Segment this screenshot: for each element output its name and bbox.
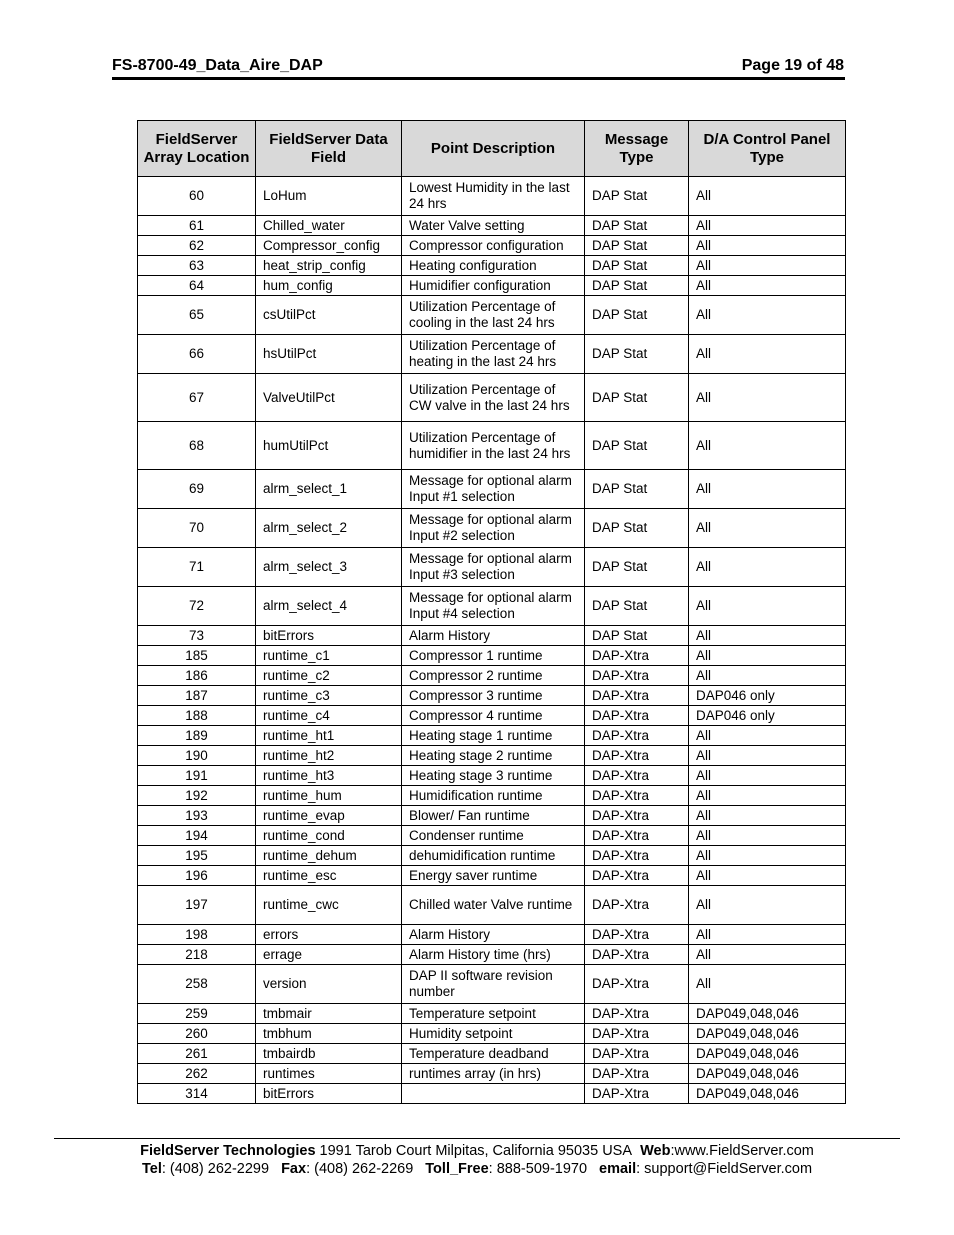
cell-data-field: alrm_select_1 <box>256 470 402 509</box>
cell-message-type: DAP Stat <box>585 422 689 470</box>
table-row <box>138 1004 846 1024</box>
cell-data-field: runtime_hum <box>256 786 402 806</box>
cell-point-description: Condenser runtime <box>402 826 585 846</box>
cell-array-location: 259 <box>138 1004 256 1024</box>
cell-array-location: 192 <box>138 786 256 806</box>
table-row <box>138 470 846 509</box>
cell-data-field: tmbairdb <box>256 1044 402 1064</box>
footer-line-1 <box>54 1142 900 1160</box>
table-row <box>138 646 846 666</box>
footer-tel-label: Tel <box>141 1161 162 1177</box>
cell-panel-type: All <box>689 256 846 276</box>
table-row <box>138 666 846 686</box>
table-row <box>138 236 846 256</box>
cell-point-description: Compressor 3 runtime <box>402 686 585 706</box>
footer-line-2 <box>54 1160 900 1178</box>
cell-array-location: 65 <box>138 296 256 335</box>
cell-data-field: csUtilPct <box>256 296 402 335</box>
footer-tollfree-label: Toll_Free <box>425 1161 489 1177</box>
cell-panel-type: DAP049,048,046 <box>689 1084 846 1104</box>
cell-array-location: 189 <box>138 726 256 746</box>
table-row <box>138 866 846 886</box>
table-row <box>138 587 846 626</box>
table-row <box>138 374 846 422</box>
cell-data-field: runtime_c4 <box>256 706 402 726</box>
cell-data-field: ValveUtilPct <box>256 374 402 422</box>
table-row <box>138 826 846 846</box>
cell-message-type: DAP Stat <box>585 177 689 216</box>
cell-array-location: 218 <box>138 945 256 965</box>
cell-data-field: bitErrors <box>256 626 402 646</box>
cell-array-location: 62 <box>138 236 256 256</box>
cell-message-type: DAP-Xtra <box>585 726 689 746</box>
cell-array-location: 64 <box>138 276 256 296</box>
cell-data-field: heat_strip_config <box>256 256 402 276</box>
footer-web-value: :www.FieldServer.com <box>670 1143 814 1159</box>
cell-message-type: DAP Stat <box>585 374 689 422</box>
cell-panel-type: All <box>689 548 846 587</box>
cell-point-description: Compressor configuration <box>402 236 585 256</box>
cell-data-field: runtime_cond <box>256 826 402 846</box>
cell-point-description: Temperature setpoint <box>402 1004 585 1024</box>
column-header-array-location: FieldServer Array Location <box>138 121 256 177</box>
cell-data-field: alrm_select_2 <box>256 509 402 548</box>
cell-message-type: DAP Stat <box>585 296 689 335</box>
footer-rule <box>54 1138 900 1139</box>
cell-point-description: runtimes array (in hrs) <box>402 1064 585 1084</box>
cell-panel-type: All <box>689 626 846 646</box>
cell-message-type: DAP Stat <box>585 256 689 276</box>
cell-panel-type: DAP049,048,046 <box>689 1004 846 1024</box>
cell-message-type: DAP Stat <box>585 236 689 256</box>
cell-data-field: Compressor_config <box>256 236 402 256</box>
cell-message-type: DAP-Xtra <box>585 646 689 666</box>
cell-message-type: DAP Stat <box>585 335 689 374</box>
cell-panel-type: DAP049,048,046 <box>689 1064 846 1084</box>
cell-panel-type: All <box>689 646 846 666</box>
cell-array-location: 186 <box>138 666 256 686</box>
cell-data-field: Chilled_water <box>256 216 402 236</box>
cell-point-description: Heating stage 1 runtime <box>402 726 585 746</box>
cell-array-location: 197 <box>138 886 256 925</box>
cell-message-type: DAP-Xtra <box>585 925 689 945</box>
cell-point-description: Utilization Percentage of CW valve in the last 24 hrs <box>402 374 585 422</box>
table-row <box>138 806 846 826</box>
cell-panel-type: All <box>689 276 846 296</box>
footer-address: 1991 Tarob Court Milpitas, California 95035 USA <box>315 1143 633 1159</box>
footer-company: FieldServer Technologies <box>140 1143 316 1159</box>
table-row <box>138 886 846 925</box>
cell-message-type: DAP-Xtra <box>585 806 689 826</box>
cell-panel-type: All <box>689 509 846 548</box>
cell-message-type: DAP-Xtra <box>585 826 689 846</box>
cell-panel-type: All <box>689 886 846 925</box>
cell-data-field: runtime_c3 <box>256 686 402 706</box>
cell-panel-type: All <box>689 965 846 1004</box>
cell-data-field: runtimes <box>256 1064 402 1084</box>
cell-point-description: Utilization Percentage of heating in the last 24 hrs <box>402 335 585 374</box>
cell-panel-type: DAP049,048,046 <box>689 1024 846 1044</box>
cell-panel-type: All <box>689 806 846 826</box>
cell-point-description: Message for optional alarm Input #3 selection <box>402 548 585 587</box>
cell-point-description: Utilization Percentage of cooling in the last 24 hrs <box>402 296 585 335</box>
cell-panel-type: All <box>689 587 846 626</box>
data-points-table <box>137 120 846 1104</box>
column-header-message-type: Message Type <box>585 121 689 177</box>
cell-array-location: 187 <box>138 686 256 706</box>
cell-point-description: Message for optional alarm Input #1 selection <box>402 470 585 509</box>
page-footer <box>54 1142 900 1178</box>
cell-point-description: Water Valve setting <box>402 216 585 236</box>
cell-panel-type: All <box>689 746 846 766</box>
cell-point-description: Alarm History time (hrs) <box>402 945 585 965</box>
cell-message-type: DAP Stat <box>585 276 689 296</box>
cell-array-location: 314 <box>138 1084 256 1104</box>
table-row <box>138 276 846 296</box>
cell-panel-type: DAP049,048,046 <box>689 1044 846 1064</box>
cell-message-type: DAP-Xtra <box>585 1064 689 1084</box>
table-row <box>138 256 846 276</box>
cell-panel-type: All <box>689 846 846 866</box>
cell-panel-type: All <box>689 726 846 746</box>
cell-point-description: Heating stage 3 runtime <box>402 766 585 786</box>
cell-message-type: DAP-Xtra <box>585 1084 689 1104</box>
cell-panel-type: All <box>689 826 846 846</box>
cell-panel-type: All <box>689 236 846 256</box>
cell-array-location: 67 <box>138 374 256 422</box>
cell-array-location: 198 <box>138 925 256 945</box>
cell-array-location: 188 <box>138 706 256 726</box>
table-row <box>138 766 846 786</box>
table-row <box>138 1084 846 1104</box>
cell-panel-type: All <box>689 666 846 686</box>
cell-panel-type: All <box>689 422 846 470</box>
cell-panel-type: DAP046 only <box>689 706 846 726</box>
footer-tollfree-value: : 888-509-1970 <box>488 1161 588 1177</box>
cell-data-field: version <box>256 965 402 1004</box>
cell-panel-type: All <box>689 296 846 335</box>
table-row <box>138 1024 846 1044</box>
cell-message-type: DAP-Xtra <box>585 846 689 866</box>
cell-point-description: DAP II software revision number <box>402 965 585 1004</box>
cell-data-field: bitErrors <box>256 1084 402 1104</box>
footer-email-label: email <box>599 1161 637 1177</box>
cell-array-location: 258 <box>138 965 256 1004</box>
cell-point-description: Humidity setpoint <box>402 1024 585 1044</box>
table-row <box>138 1064 846 1084</box>
cell-panel-type: All <box>689 925 846 945</box>
cell-message-type: DAP-Xtra <box>585 786 689 806</box>
table-row <box>138 846 846 866</box>
footer-email-value: : support@FieldServer.com <box>636 1161 813 1177</box>
cell-message-type: DAP Stat <box>585 587 689 626</box>
cell-message-type: DAP Stat <box>585 626 689 646</box>
cell-array-location: 66 <box>138 335 256 374</box>
cell-data-field: errage <box>256 945 402 965</box>
cell-point-description: Compressor 4 runtime <box>402 706 585 726</box>
cell-point-description: Compressor 2 runtime <box>402 666 585 686</box>
cell-data-field: runtime_ht2 <box>256 746 402 766</box>
cell-panel-type: All <box>689 216 846 236</box>
footer-fax-value: : (408) 262-2269 <box>306 1161 414 1177</box>
cell-point-description: Message for optional alarm Input #2 selection <box>402 509 585 548</box>
table-row <box>138 548 846 587</box>
cell-data-field: errors <box>256 925 402 945</box>
column-header-data-field: FieldServer Data Field <box>256 121 402 177</box>
footer-fax-label: Fax <box>281 1161 307 1177</box>
cell-panel-type: All <box>689 374 846 422</box>
cell-message-type: DAP-Xtra <box>585 746 689 766</box>
cell-point-description: Alarm History <box>402 925 585 945</box>
cell-array-location: 68 <box>138 422 256 470</box>
table-row <box>138 746 846 766</box>
cell-point-description: Chilled water Valve runtime <box>402 886 585 925</box>
table-row <box>138 216 846 236</box>
cell-array-location: 70 <box>138 509 256 548</box>
cell-array-location: 185 <box>138 646 256 666</box>
cell-array-location: 194 <box>138 826 256 846</box>
cell-array-location: 260 <box>138 1024 256 1044</box>
cell-data-field: LoHum <box>256 177 402 216</box>
table-row <box>138 626 846 646</box>
cell-point-description: Compressor 1 runtime <box>402 646 585 666</box>
cell-data-field: runtime_evap <box>256 806 402 826</box>
footer-tel-value: : (408) 262-2299 <box>161 1161 270 1177</box>
cell-message-type: DAP Stat <box>585 509 689 548</box>
cell-message-type: DAP-Xtra <box>585 1004 689 1024</box>
cell-array-location: 72 <box>138 587 256 626</box>
cell-data-field: alrm_select_4 <box>256 587 402 626</box>
cell-array-location: 73 <box>138 626 256 646</box>
table-body <box>138 177 846 1104</box>
cell-data-field: runtime_dehum <box>256 846 402 866</box>
footer-web-label: Web <box>640 1143 671 1159</box>
cell-data-field: runtime_c2 <box>256 666 402 686</box>
table-header-row <box>138 121 846 177</box>
cell-point-description: Humidification runtime <box>402 786 585 806</box>
cell-point-description: Heating stage 2 runtime <box>402 746 585 766</box>
page-number: Page 19 of 48 <box>741 57 844 74</box>
cell-array-location: 63 <box>138 256 256 276</box>
table-row <box>138 726 846 746</box>
cell-panel-type: All <box>689 470 846 509</box>
cell-point-description: Blower/ Fan runtime <box>402 806 585 826</box>
cell-data-field: tmbhum <box>256 1024 402 1044</box>
cell-message-type: DAP-Xtra <box>585 706 689 726</box>
cell-data-field: runtime_esc <box>256 866 402 886</box>
cell-panel-type: All <box>689 766 846 786</box>
cell-message-type: DAP-Xtra <box>585 866 689 886</box>
cell-point-description: Heating configuration <box>402 256 585 276</box>
cell-array-location: 60 <box>138 177 256 216</box>
cell-array-location: 261 <box>138 1044 256 1064</box>
cell-array-location: 69 <box>138 470 256 509</box>
cell-message-type: DAP-Xtra <box>585 1044 689 1064</box>
table-row <box>138 686 846 706</box>
cell-data-field: runtime_cwc <box>256 886 402 925</box>
cell-data-field: hum_config <box>256 276 402 296</box>
cell-message-type: DAP Stat <box>585 548 689 587</box>
cell-array-location: 191 <box>138 766 256 786</box>
cell-array-location: 196 <box>138 866 256 886</box>
column-header-panel-type: D/A Control Panel Type <box>689 121 846 177</box>
cell-point-description: Temperature deadband <box>402 1044 585 1064</box>
cell-point-description: Humidifier configuration <box>402 276 585 296</box>
cell-array-location: 71 <box>138 548 256 587</box>
table-row <box>138 509 846 548</box>
table-row <box>138 177 846 216</box>
cell-message-type: DAP-Xtra <box>585 945 689 965</box>
cell-array-location: 195 <box>138 846 256 866</box>
cell-panel-type: All <box>689 945 846 965</box>
table-row <box>138 965 846 1004</box>
cell-panel-type: All <box>689 177 846 216</box>
cell-data-field: tmbmair <box>256 1004 402 1024</box>
table-row <box>138 296 846 335</box>
cell-panel-type: All <box>689 866 846 886</box>
cell-point-description <box>402 1084 585 1104</box>
cell-data-field: humUtilPct <box>256 422 402 470</box>
cell-data-field: alrm_select_3 <box>256 548 402 587</box>
table-row <box>138 945 846 965</box>
cell-message-type: DAP-Xtra <box>585 666 689 686</box>
table-row <box>138 422 846 470</box>
cell-point-description: Alarm History <box>402 626 585 646</box>
table-row <box>138 925 846 945</box>
page-header <box>112 57 844 75</box>
cell-point-description: Lowest Humidity in the last 24 hrs <box>402 177 585 216</box>
cell-message-type: DAP-Xtra <box>585 686 689 706</box>
cell-message-type: DAP-Xtra <box>585 1024 689 1044</box>
cell-data-field: hsUtilPct <box>256 335 402 374</box>
cell-message-type: DAP Stat <box>585 216 689 236</box>
table-row <box>138 706 846 726</box>
cell-panel-type: All <box>689 335 846 374</box>
cell-data-field: runtime_ht3 <box>256 766 402 786</box>
cell-array-location: 262 <box>138 1064 256 1084</box>
cell-array-location: 61 <box>138 216 256 236</box>
cell-data-field: runtime_ht1 <box>256 726 402 746</box>
cell-message-type: DAP-Xtra <box>585 766 689 786</box>
cell-message-type: DAP-Xtra <box>585 965 689 1004</box>
column-header-point-description: Point Description <box>402 121 585 177</box>
cell-data-field: runtime_c1 <box>256 646 402 666</box>
cell-panel-type: All <box>689 786 846 806</box>
cell-point-description: dehumidification runtime <box>402 846 585 866</box>
document-id: FS-8700-49_Data_Aire_DAP <box>112 57 323 74</box>
cell-point-description: Message for optional alarm Input #4 selection <box>402 587 585 626</box>
cell-panel-type: DAP046 only <box>689 686 846 706</box>
cell-message-type: DAP-Xtra <box>585 886 689 925</box>
table-row <box>138 786 846 806</box>
cell-point-description: Utilization Percentage of humidifier in the last 24 hrs <box>402 422 585 470</box>
header-rule <box>112 77 845 80</box>
cell-array-location: 193 <box>138 806 256 826</box>
table-row <box>138 335 846 374</box>
cell-array-location: 190 <box>138 746 256 766</box>
table-row <box>138 1044 846 1064</box>
cell-message-type: DAP Stat <box>585 470 689 509</box>
cell-point-description: Energy saver runtime <box>402 866 585 886</box>
